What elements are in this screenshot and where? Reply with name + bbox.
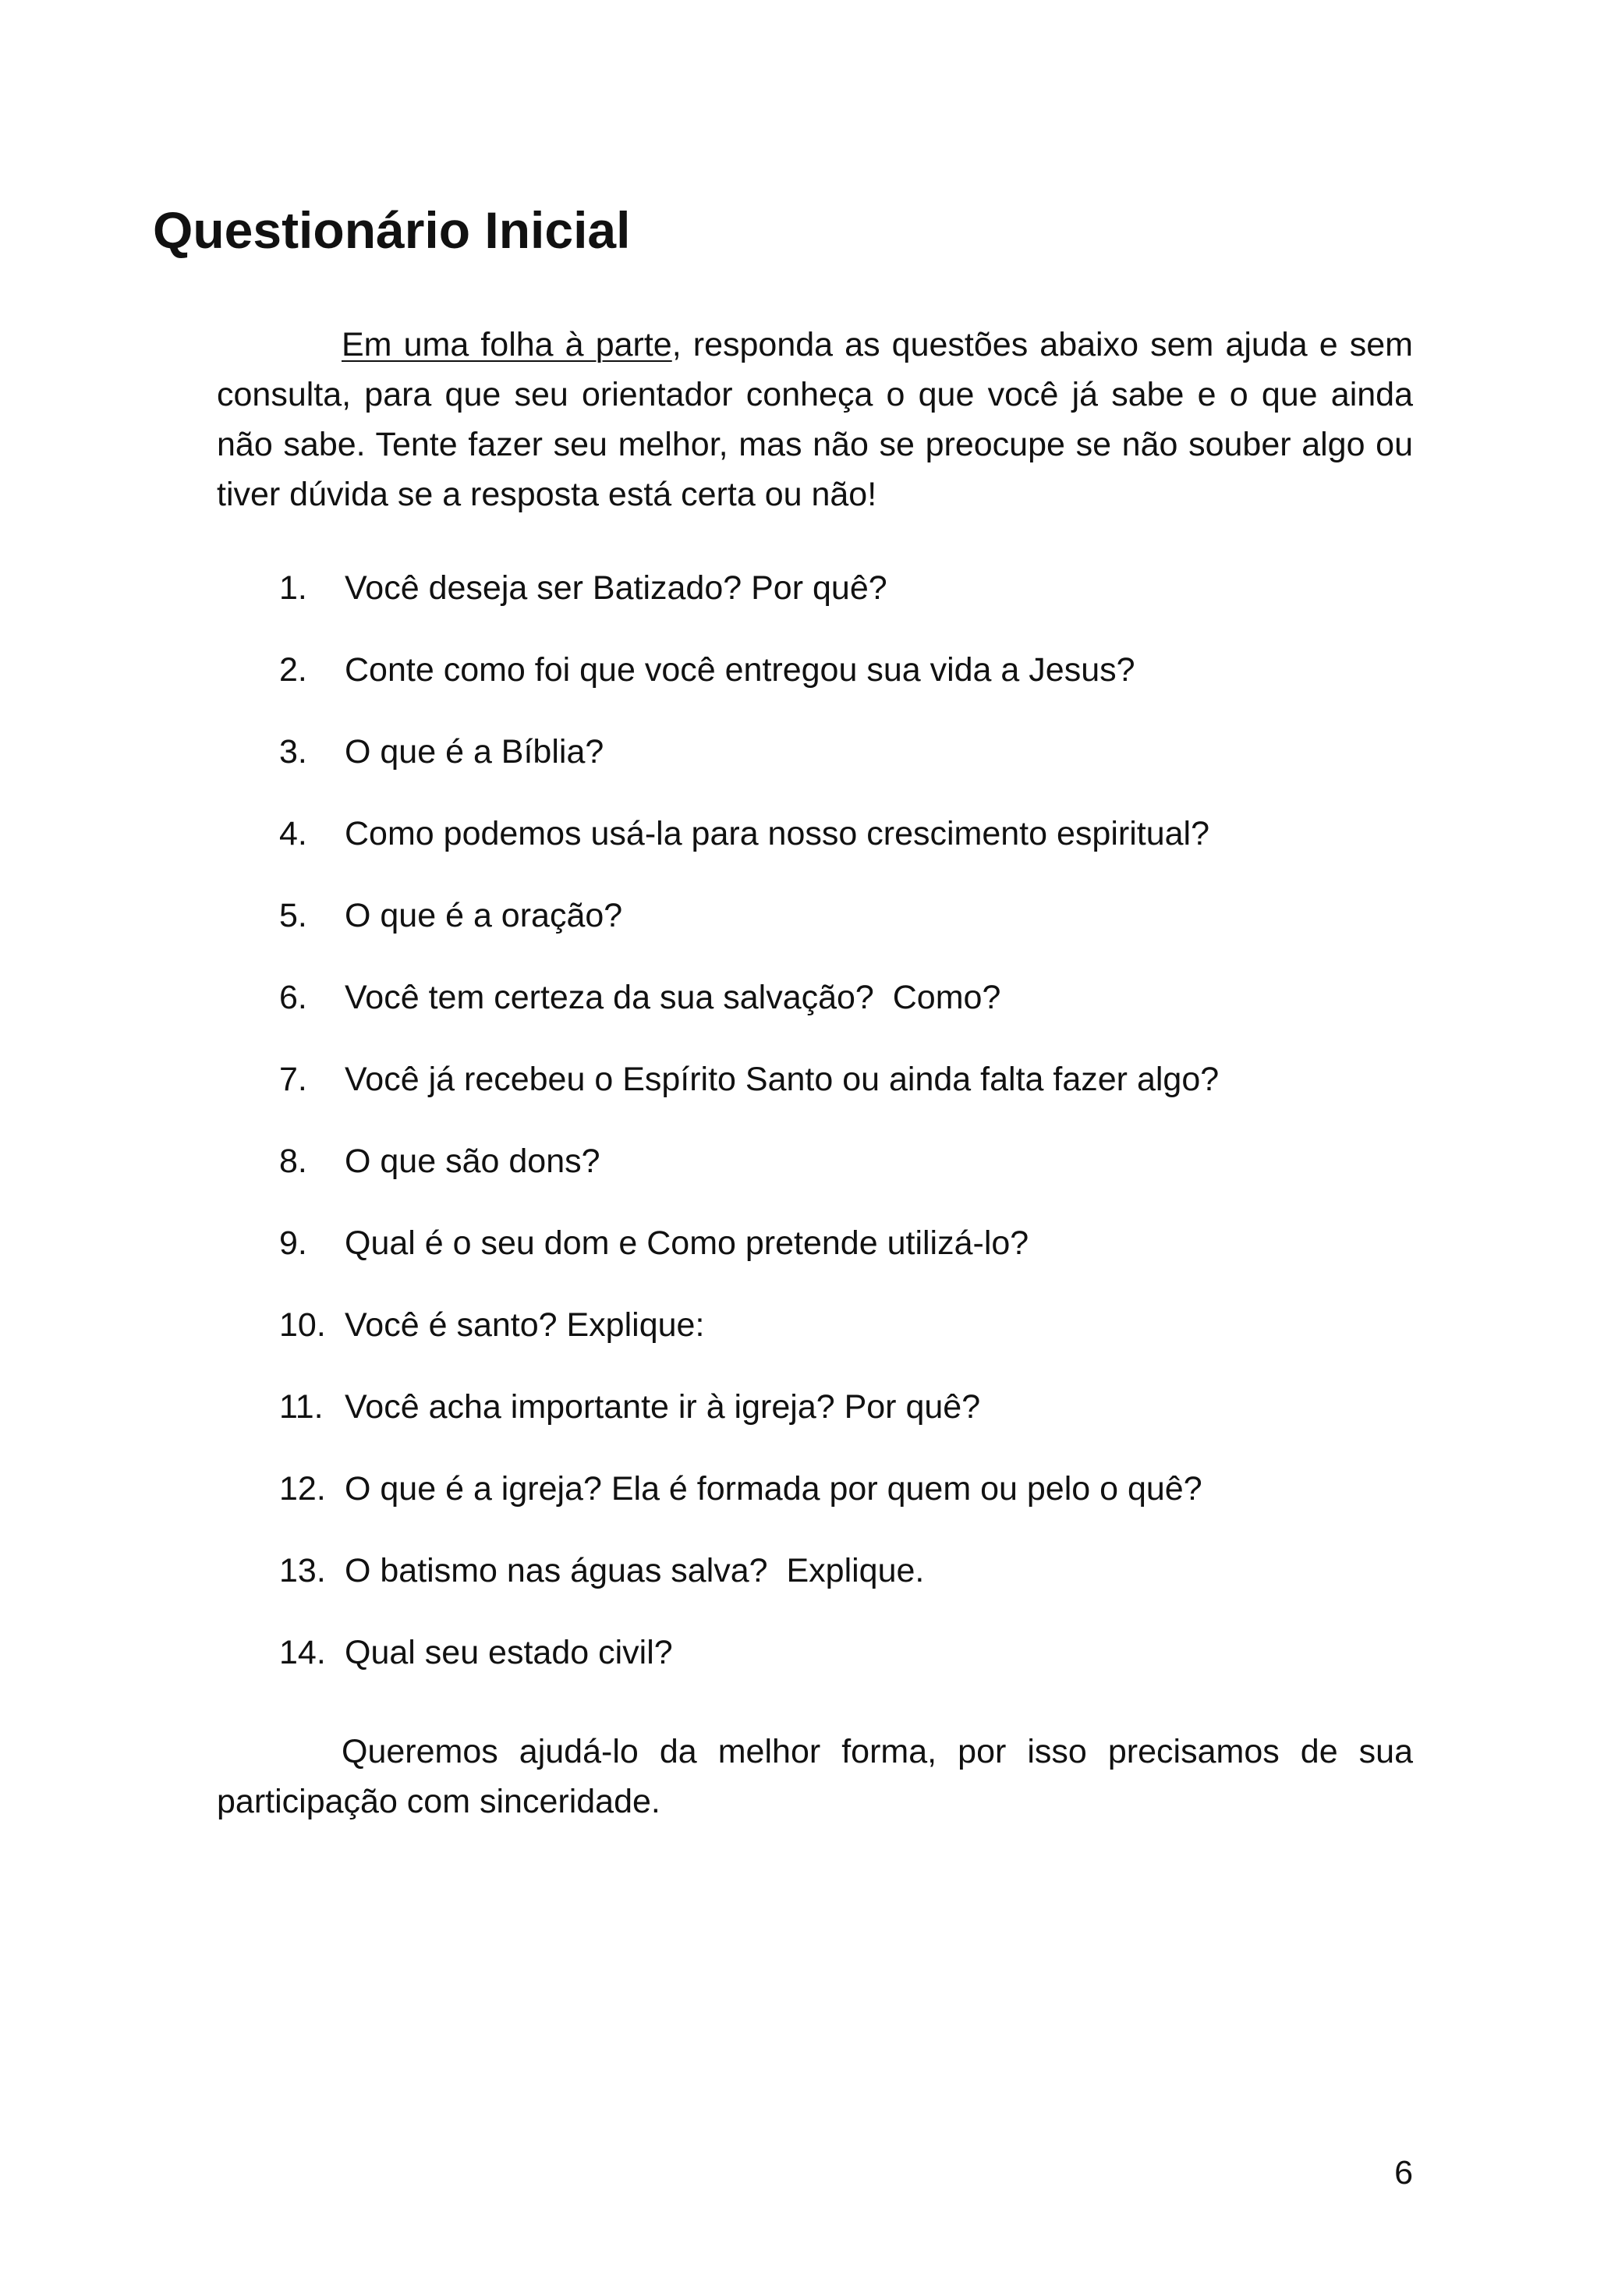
question-text: Como podemos usá-la para nosso crescimento espiritual?	[345, 815, 1209, 852]
question-number: 10.	[279, 1306, 326, 1344]
page-number: 6	[1394, 2154, 1413, 2191]
question-text: Você é santo? Explique:	[345, 1306, 705, 1344]
question-item	[0, 1464, 1597, 1546]
question-text: O que é a oração?	[345, 897, 623, 934]
intro-underlined-lead: Em uma folha à parte	[342, 326, 672, 363]
question-text: Qual seu estado civil?	[345, 1634, 673, 1671]
question-text: O batismo nas águas salva? Explique.	[345, 1552, 925, 1589]
question-text: Conte como foi que você entregou sua vida a Jesus?	[345, 651, 1135, 689]
question-item	[0, 973, 1597, 1054]
question-text: O que são dons?	[345, 1143, 600, 1180]
question-item	[0, 1136, 1597, 1218]
question-item	[0, 1054, 1597, 1136]
question-text: Você tem certeza da sua salvação? Como?	[345, 979, 1001, 1016]
question-item	[0, 727, 1597, 809]
question-item	[0, 1546, 1597, 1628]
question-text: Você deseja ser Batizado? Por quê?	[345, 569, 887, 607]
question-item	[0, 563, 1597, 645]
question-item	[0, 1218, 1597, 1300]
question-text: O que é a Bíblia?	[345, 733, 604, 771]
question-number: 13.	[279, 1552, 326, 1589]
question-number: 9.	[279, 1224, 307, 1262]
question-text: Você acha importante ir à igreja? Por quê?	[345, 1388, 981, 1426]
question-item	[0, 1628, 1597, 1710]
question-number: 5.	[279, 897, 307, 934]
question-number: 1.	[279, 569, 307, 607]
question-item	[0, 809, 1597, 891]
closing-paragraph: Queremos ajudá-lo da melhor forma, por isso precisamos de sua participação com sinceridade.	[217, 1733, 1413, 1820]
question-text: Você já recebeu o Espírito Santo ou ainda falta fazer algo?	[345, 1061, 1220, 1098]
question-text: Qual é o seu dom e Como pretende utilizá-lo?	[345, 1224, 1029, 1262]
question-number: 8.	[279, 1143, 307, 1180]
question-number: 3.	[279, 733, 307, 771]
question-item	[0, 645, 1597, 727]
question-item	[0, 1382, 1597, 1464]
question-number: 11.	[279, 1388, 324, 1426]
question-list	[0, 563, 1597, 1710]
question-item	[0, 891, 1597, 973]
question-number: 4.	[279, 815, 307, 852]
question-number: 14.	[279, 1634, 326, 1671]
question-text: O que é a igreja? Ela é formada por quem ou pelo o quê?	[345, 1470, 1202, 1508]
intro-paragraph	[217, 320, 1413, 519]
question-number: 7.	[279, 1061, 307, 1098]
question-item	[0, 1300, 1597, 1382]
question-number: 6.	[279, 979, 307, 1016]
question-number: 2.	[279, 651, 307, 689]
intro-text: , responda as questões abaixo sem ajuda e sem consulta, para que seu orientador conheça o que você já sabe e o que ainda não sabe. Tente fazer seu melhor, mas não se preocupe se não souber algo ou tiver dúvida se a resposta está certa ou não!	[217, 326, 1413, 513]
page-title: Questionário Inicial	[153, 201, 631, 259]
question-number: 12.	[279, 1470, 326, 1508]
